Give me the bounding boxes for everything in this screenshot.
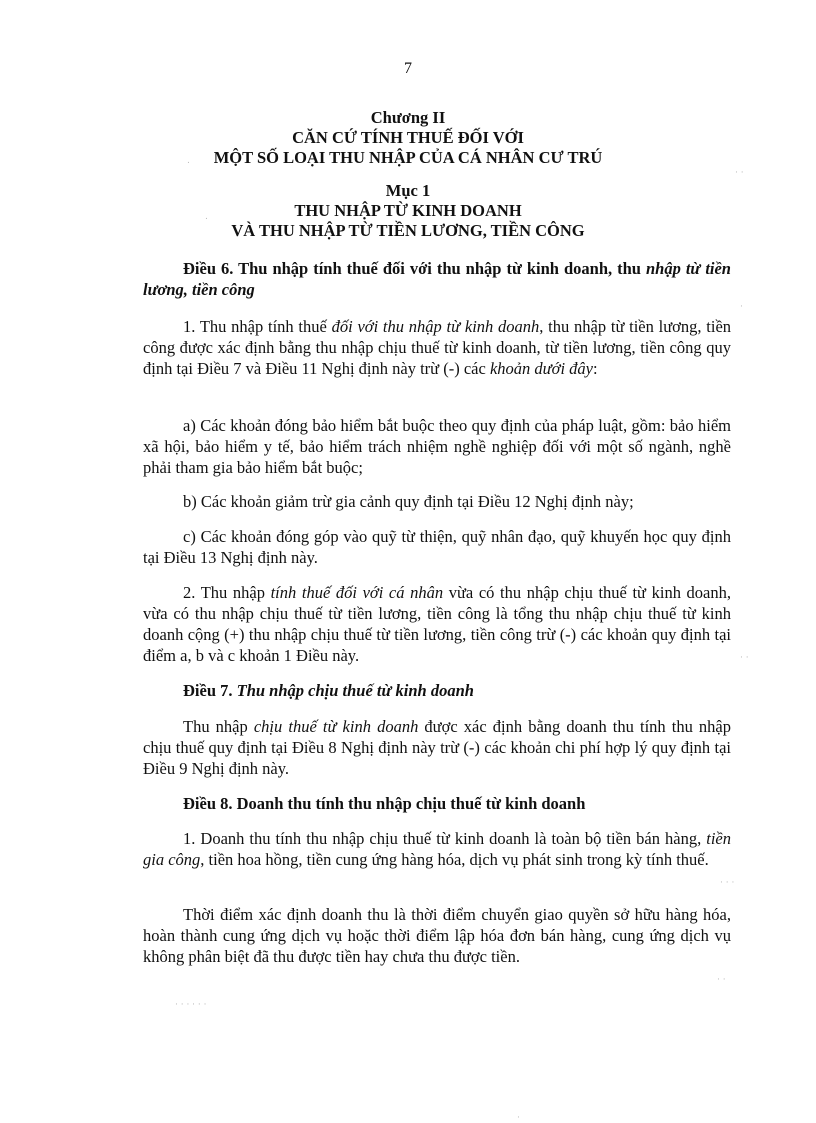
text-run-italic: tiền gia công bbox=[143, 829, 731, 869]
section-title-line1: THU NHẬP TỪ KINH DOANH bbox=[294, 201, 522, 220]
article-6-item-c: c) Các khoản đóng góp vào quỹ từ thiện, quỹ nhân đạo, quỹ khuyến học quy định tại Điều 13 Nghị định này. bbox=[143, 527, 731, 567]
article-7-title-part2: Thu nhập chịu thuế từ kinh doanh bbox=[236, 681, 474, 700]
scan-speck: · bbox=[740, 302, 743, 312]
text-run-italic: tính thuế đối với cá nhân bbox=[270, 583, 444, 602]
article-7-title bbox=[143, 680, 731, 701]
scan-speck: · · bbox=[740, 653, 749, 663]
article-8-title: Điều 8. Doanh thu tính thu nhập chịu thuế từ kinh doanh bbox=[183, 794, 586, 813]
section-heading bbox=[0, 181, 816, 241]
chapter-title-line1: CĂN CỨ TÍNH THUẾ ĐỐI VỚI bbox=[292, 128, 524, 147]
scan-speck: · · · · · · bbox=[175, 1000, 207, 1010]
text-run-italic: đối với thu nhập từ kinh doanh bbox=[331, 317, 540, 336]
article-6-item-b: b) Các khoản giảm trừ gia cảnh quy định tại Điều 12 Nghị định này; bbox=[183, 492, 634, 511]
text-run: : bbox=[593, 359, 598, 378]
section-label: Mục 1 bbox=[385, 181, 431, 200]
text-run: 2. Thu nhập bbox=[183, 583, 271, 602]
scan-speck: . bbox=[205, 212, 208, 222]
article-6-title bbox=[143, 258, 731, 300]
text-run: 1. Doanh thu tính thu nhập chịu thuế từ kinh doanh là toàn bộ tiền bán hàng, bbox=[183, 829, 707, 848]
chapter-heading bbox=[0, 108, 816, 168]
article-8-paragraph-1 bbox=[143, 828, 731, 870]
article-6-title-part2: nhập từ tiền lương, tiền công bbox=[143, 259, 731, 299]
text-run: Thu nhập bbox=[183, 717, 254, 736]
text-run: , thu nhập từ tiền lương, tiền công được xác định bằng thu nhập chịu thuế từ kinh doanh, từ tiền lương, tiền công quy định tại Điều 7 và Điều 11 Nghị định này trừ (-) các bbox=[143, 317, 732, 378]
text-run: được xác định bằng doanh thu tính thu nhập chịu thuế quy định tại Điều 8 Nghị định này trừ (-) các khoản chi phí hợp lý quy định tại Điều 9 Nghị định này. bbox=[143, 717, 732, 778]
scan-speck: · bbox=[517, 1113, 520, 1123]
text-run-italic: chịu thuế từ kinh doanh bbox=[253, 717, 419, 736]
section-title-line2: VÀ THU NHẬP TỪ TIỀN LƯƠNG, TIỀN CÔNG bbox=[231, 221, 585, 240]
scan-speck: · · bbox=[735, 168, 744, 178]
article-6-paragraph-1 bbox=[143, 316, 731, 379]
text-run-italic: khoản dưới đây bbox=[489, 359, 593, 378]
scan-speck: · · · bbox=[720, 878, 735, 888]
scan-speck: · · bbox=[717, 975, 726, 985]
chapter-label: Chương II bbox=[370, 108, 446, 127]
article-7-title-part1: Điều 7. bbox=[183, 681, 237, 700]
chapter-title-line2: MỘT SỐ LOẠI THU NHẬP CỦA CÁ NHÂN CƯ TRÚ bbox=[213, 148, 603, 167]
scan-speck: . bbox=[187, 156, 190, 166]
page-number: 7 bbox=[404, 60, 412, 77]
article-7-paragraph-1 bbox=[143, 716, 731, 779]
article-6-paragraph-2 bbox=[143, 582, 731, 666]
article-6-item-a: a) Các khoản đóng bảo hiểm bắt buộc theo quy định của pháp luật, gồm: bảo hiểm xã hội, bảo hiểm y tế, bảo hiểm trách nhiệm nghề nghiệp đối với một số ngành, nghề phải tham gia bảo hiểm bắt buộc; bbox=[143, 416, 731, 477]
article-6-title-part1: Điều 6. Thu nhập tính thuế đối với thu nhập từ kinh doanh, thu bbox=[183, 259, 646, 278]
text-run: 1. Thu nhập tính thuế bbox=[183, 317, 332, 336]
text-run: vừa có thu nhập chịu thuế từ kinh doanh, vừa có thu nhập chịu thuế từ tiền lương, tiền công là tổng thu nhập chịu thuế từ kinh doanh cộng (+) thu nhập chịu thuế từ tiền lương, tiền công trừ (-) các khoản quy định tại điểm a, b và c khoản 1 Điều này. bbox=[143, 583, 732, 665]
article-8-paragraph-2: Thời điểm xác định doanh thu là thời điểm chuyển giao quyền sở hữu hàng hóa, hoàn thành cung ứng dịch vụ hoặc thời điểm lập hóa đơn bán hàng, cung ứng dịch vụ không phân biệt đã thu được tiền hay chưa thu được tiền. bbox=[143, 905, 731, 966]
text-run: , tiền hoa hồng, tiền cung ứng hàng hóa, dịch vụ phát sinh trong kỳ tính thuế. bbox=[200, 850, 709, 869]
